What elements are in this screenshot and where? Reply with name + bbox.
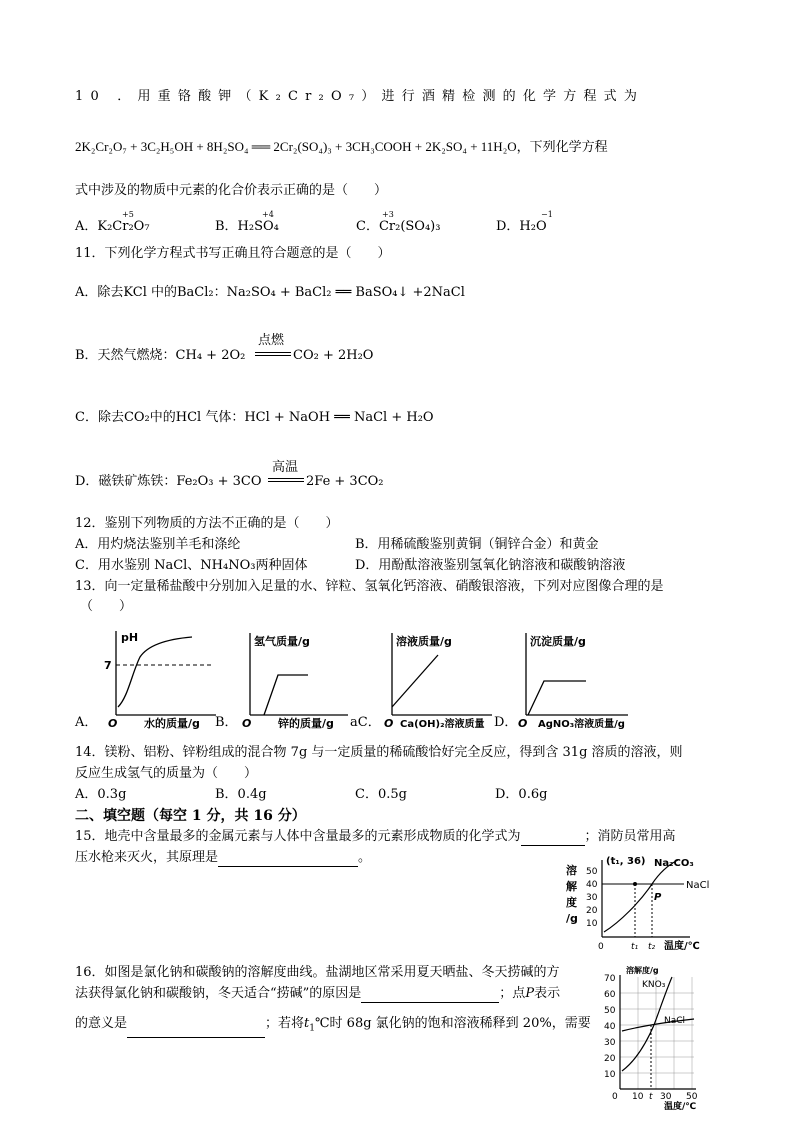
q14-option-c: C．0.5g <box>355 787 407 802</box>
graph-b-origin: O <box>242 717 252 730</box>
g1-xlabel: 温度/℃ <box>664 941 700 952</box>
g1-ylabel-3: 度 <box>566 896 577 909</box>
q16-line2: 法获得氯化钠和碳酸钠，冬天适合“捞碱”的原因是 ；点P表示 <box>75 986 561 1001</box>
g1-xtick-t1: t₁ <box>631 942 639 952</box>
g2-xtick-30: 30 <box>660 1092 672 1102</box>
g1-series-nacl: NaCl <box>686 880 710 891</box>
q11-d-condition: 高温 <box>272 460 299 475</box>
q10-line3: 式中涉及的物质中元素的化合价表示正确的是（ ） <box>75 183 388 198</box>
q12-option-a: A．用灼烧法鉴别羊毛和涤纶 <box>75 537 241 552</box>
graph-a-xlabel: 水的质量/g <box>144 717 200 730</box>
graph-a-curve <box>118 637 192 707</box>
q14-option-a: A．0.3g <box>75 787 127 802</box>
g2-ytick-40: 40 <box>604 1022 616 1032</box>
q13-label-b: B． <box>215 715 238 730</box>
q13-label-c: aC． <box>350 715 381 730</box>
q11-b-equals <box>255 352 291 356</box>
q10-valence-c: +3 <box>382 210 394 219</box>
g1-ytick-30: 30 <box>586 893 598 903</box>
q10-valence-a: +5 <box>122 210 134 219</box>
g1-series-na2co3: Na₂CO₃ <box>654 858 694 869</box>
g2-ytick-20: 20 <box>604 1054 616 1064</box>
q16-blank-1[interactable] <box>361 1002 499 1003</box>
g1-ytick-50: 50 <box>586 867 598 877</box>
g2-series-kno3: KNO₃ <box>642 980 666 990</box>
g2-series-nacl: NaCl <box>664 1016 686 1026</box>
q13-stem-paren: （ ） <box>80 599 133 614</box>
q11-option-b-right: CO₂ + 2H₂O <box>293 348 374 363</box>
g1-ylabel-1: 溶 <box>566 864 577 877</box>
graph-c <box>384 633 492 730</box>
graph-d-origin: O <box>518 717 528 730</box>
g2-ytick-60: 60 <box>604 990 616 1000</box>
q11-stem: 11．下列化学方程式书写正确且符合题意的是（ ） <box>75 246 391 261</box>
q10-line1: 10 ．用重铬酸钾（K₂Cr₂O₇）进行酒精检测的化学方程式为 <box>75 89 645 104</box>
q14-option-d: D．0.6g <box>495 787 548 802</box>
solubility-graph-1 <box>560 852 720 957</box>
g2-ytick-30: 30 <box>604 1038 616 1048</box>
q15-blank-2[interactable] <box>218 866 358 867</box>
q11-option-a: A．除去KCl 中的BaCl₂：Na₂SO₄ + BaCl₂ ══ BaSO₄↓ +2NaCl <box>75 285 465 300</box>
q12-option-c: C．用水鉴别 NaCl、NH₄NO₃两种固体 <box>75 558 308 573</box>
q10-valence-d: −1 <box>541 210 553 219</box>
g2-xtick-10: 10 <box>632 1092 644 1102</box>
q10-equation: 2K₂Cr₂O₇ + 3C₂H₅OH + 8H₂SO₄ ══ 2Cr₂(SO₄)₃ + 3CH₃COOH + 2K₂SO₄ + 11H₂O，下列化学方程 <box>75 139 608 154</box>
q11-option-d-right: 2Fe + 3CO₂ <box>306 474 384 489</box>
q10-option-c: C．Cr₂(SO₄)₃ <box>356 219 441 234</box>
q15-line1: 15．地壳中含量最多的金属元素与人体中含量最多的元素形成物质的化学式为 ；消防员常用高 <box>75 829 676 844</box>
g2-ytick-70: 70 <box>604 974 616 984</box>
q15-blank-1[interactable] <box>521 845 585 846</box>
q13-graphs <box>88 625 738 735</box>
q12-option-d: D．用酚酞溶液鉴别氢氧化钠溶液和碳酸钠溶液 <box>355 558 626 573</box>
q16-blank-2[interactable] <box>127 1037 265 1038</box>
g2-xlabel: 温度/℃ <box>664 1102 697 1111</box>
g1-p-label: P <box>654 892 662 903</box>
q10-option-d: D．H₂O <box>496 219 547 234</box>
q13-label-a: A． <box>75 715 98 730</box>
q10-option-a: A．K₂Cr₂O₇ <box>75 219 150 234</box>
q12-stem: 12．鉴别下列物质的方法不正确的是（ ） <box>75 516 339 531</box>
graph-b-curve <box>264 675 308 715</box>
graph-a-seven: 7 <box>104 659 112 672</box>
graph-c-origin: O <box>384 717 394 730</box>
q11-option-b-left: B．天然气燃烧：CH₄ + 2O₂ <box>75 348 246 363</box>
g1-point-label: (t₁, 36) <box>606 856 646 867</box>
q15-line2: 压水枪来灭火，其原理是 。 <box>75 850 372 865</box>
graph-c-xlabel: Ca(OH)₂溶液质量 <box>400 719 485 730</box>
q14-option-b: B．0.4g <box>215 787 267 802</box>
q10-valence-b: +4 <box>262 210 274 219</box>
g2-xtick-50: 50 <box>686 1092 698 1102</box>
q11-option-c: C．除去CO₂中的HCl 气体：HCl + NaOH ══ NaCl + H₂O <box>75 410 434 425</box>
g1-ytick-20: 20 <box>586 906 598 916</box>
g1-na2co3-curve <box>604 860 678 932</box>
graph-c-curve <box>392 655 438 707</box>
graph-a-ylabel: pH <box>121 631 139 644</box>
graph-a <box>104 631 216 730</box>
g1-ylabel-2: 解 <box>566 880 577 893</box>
q14-line1: 14．镁粉、铝粉、锌粉组成的混合物 7g 与一定质量的稀硫酸恰好完全反应，得到含 31g 溶质的溶液，则 <box>75 745 683 760</box>
g2-xtick-0: 0 <box>612 1092 618 1102</box>
graph-d-ylabel: 沉淀质量/g <box>530 635 586 648</box>
graph-b-ylabel: 氢气质量/g <box>254 635 310 648</box>
q10-option-b: B．H₂SO₄ <box>215 219 279 234</box>
graph-a-origin: O <box>108 717 118 730</box>
g1-xtick-0: 0 <box>598 942 604 952</box>
g2-ytick-50: 50 <box>604 1006 616 1016</box>
g2-ytick-10: 10 <box>604 1070 616 1080</box>
graph-b <box>242 633 348 730</box>
graph-c-ylabel: 溶液质量/g <box>396 635 452 648</box>
section2-title: 二、填空题（每空 1 分，共 16 分） <box>75 808 306 824</box>
g1-ytick-40: 40 <box>586 880 598 890</box>
q11-option-d-left: D．磁铁矿炼铁：Fe₂O₃ + 3CO <box>75 474 262 489</box>
q12-option-b: B．用稀硫酸鉴别黄铜（铜锌合金）和黄金 <box>355 537 599 552</box>
g1-ylabel-4: /g <box>566 912 578 925</box>
graph-d-xlabel: AgNO₃溶液质量/g <box>538 719 625 730</box>
q11-d-equals <box>268 478 304 482</box>
q11-b-condition: 点燃 <box>258 333 285 348</box>
graph-d-curve <box>528 681 586 715</box>
g1-ytick-10: 10 <box>586 919 598 929</box>
q16-line1: 16．如图是氯化钠和碳酸钠的溶解度曲线。盐湖地区常采用夏天晒盐、冬天捞碱的方 <box>75 965 560 980</box>
q13-label-d: D． <box>494 715 518 730</box>
q16-line3: 的意义是 ；若将$t_1℃$时 68g 氯化钠的饱和溶液稀释到 20%，需要 <box>75 1015 591 1038</box>
g2-xtick-t: t <box>649 1092 653 1102</box>
g2-ylabel: 溶解度/g <box>626 966 659 975</box>
q14-line2: 反应生成氢气的质量为（ ） <box>75 766 258 781</box>
graph-d <box>518 633 628 730</box>
q13-stem: 13．向一定量稀盐酸中分别加入足量的水、锌粒、氢氧化钙溶液、硝酸银溶液，下列对应图像合理的是 <box>75 579 664 594</box>
solubility-graph-2 <box>598 963 718 1111</box>
graph-b-xlabel: 锌的质量/g <box>278 717 334 730</box>
g1-xtick-t2: t₂ <box>648 942 656 952</box>
